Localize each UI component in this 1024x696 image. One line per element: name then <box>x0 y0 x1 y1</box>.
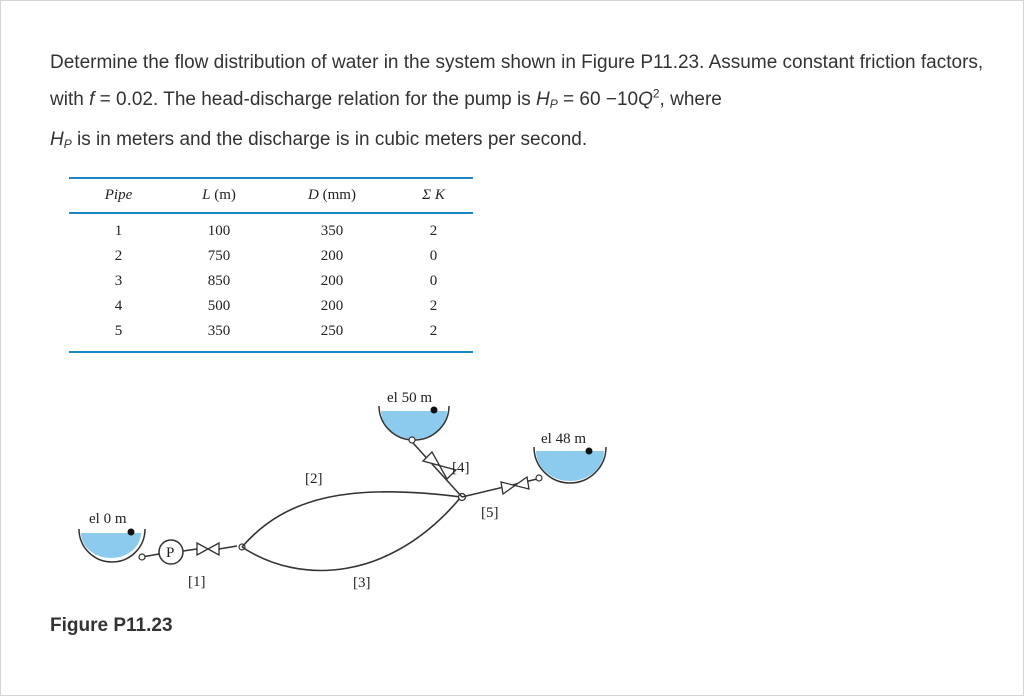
pipe-network-figure <box>61 379 621 607</box>
reservoir-top <box>379 390 449 440</box>
table-cell: 4 <box>114 298 123 314</box>
table-cell: 500 <box>207 298 231 314</box>
table-row <box>69 294 473 319</box>
problem-text-2: = 0.02. The head-discharge relation for the pump is <box>94 88 537 110</box>
reservoir-top-label: el 50 m <box>387 390 432 406</box>
table-cell: 5 <box>69 319 168 352</box>
pump-label: P <box>166 545 175 561</box>
table-cell: 200 <box>320 273 344 289</box>
header-diameter: D (mm) <box>270 178 394 213</box>
valve-icon <box>501 477 529 494</box>
friction-symbol: f <box>89 88 95 110</box>
header-pipe: Pipe <box>69 178 168 213</box>
pump-head-subscript-2: P <box>63 137 72 151</box>
table-cell: 200 <box>320 248 344 264</box>
table-cell: 850 <box>207 273 231 289</box>
header-length: L (m) <box>168 178 270 213</box>
pipe3 <box>242 497 461 570</box>
table-header-row <box>69 178 473 213</box>
table-cell: 0 <box>429 273 438 289</box>
problem-text-3: = 60 −10 <box>557 88 639 110</box>
table-cell: 2 <box>429 223 438 239</box>
header-loss-coefficient: Σ K <box>394 178 473 213</box>
discharge-symbol: Q <box>638 88 653 110</box>
reservoir-left <box>79 511 145 562</box>
reservoir-left-label: el 0 m <box>89 511 127 527</box>
table-cell: 200 <box>320 298 344 314</box>
table-row <box>69 319 473 352</box>
problem-text-5: is in meters and the discharge is in cubic meters per second. <box>71 129 588 150</box>
pipe2 <box>242 492 461 547</box>
table-cell: 2 <box>394 319 473 352</box>
table-cell: 750 <box>207 248 231 264</box>
table-cell: 2 <box>114 248 123 264</box>
table-cell: 250 <box>270 319 394 352</box>
valve-icon <box>197 543 219 555</box>
table-cell: 0 <box>429 248 438 264</box>
pipe-data-table <box>69 177 473 353</box>
table-row <box>69 213 473 244</box>
discharge-exponent: 2 <box>652 86 660 101</box>
pump-head-subscript: P <box>549 96 558 111</box>
pump-head-symbol-2: H <box>50 129 64 150</box>
pipe2-label: [2] <box>305 471 323 487</box>
reservoir-right-label: el 48 m <box>541 431 586 447</box>
table-cell: 3 <box>114 273 123 289</box>
reservoir-right <box>534 431 606 483</box>
water-level-dot <box>431 407 438 414</box>
table-cell: 350 <box>168 319 270 352</box>
pump <box>159 540 183 564</box>
problem-text-4: , where <box>659 88 722 110</box>
table-cell: 1 <box>114 223 123 239</box>
pipe5-label: [5] <box>481 505 499 521</box>
table-row <box>69 269 473 294</box>
water-level-dot <box>128 529 135 536</box>
pipe3-label: [3] <box>353 575 371 591</box>
pipe4-label: [4] <box>452 460 470 476</box>
water-level-dot <box>586 448 593 455</box>
table-cell: 100 <box>207 223 231 239</box>
table-cell: 2 <box>429 298 438 314</box>
figure-caption: Figure P11.23 <box>50 615 173 636</box>
pipe1-label: [1] <box>188 574 206 590</box>
pump-head-symbol: H <box>536 88 550 110</box>
problem-text-1: Determine the flow distribution of water in the system shown in Figure P11.23. Assume constant friction factors, with <box>50 52 984 110</box>
problem-statement <box>50 45 990 163</box>
table-cell: 350 <box>320 223 344 239</box>
table-row <box>69 244 473 269</box>
